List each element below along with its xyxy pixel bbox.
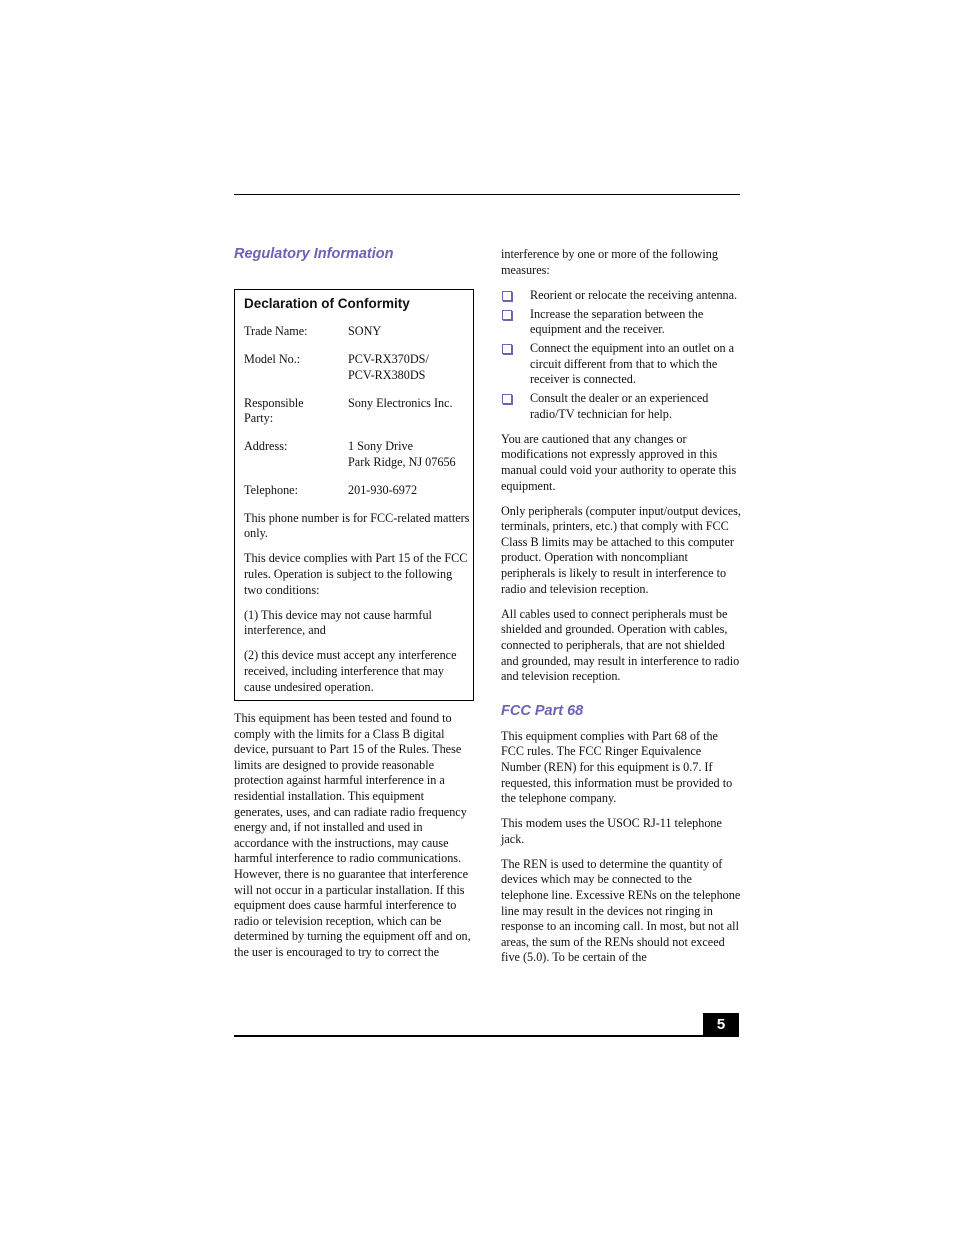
- field-label: Trade Name:: [244, 324, 308, 338]
- field-row-address: [244, 439, 473, 470]
- list-item: [501, 307, 741, 338]
- checkbox-bullet-icon: [502, 310, 512, 320]
- body-paragraph: Only peripherals (computer input/output devices, terminals, printers, etc.) that comply with FCC Class B limits may be attached to this computer product. Operation with noncompliant peripherals is likely to result in interference to radio and television reception.: [501, 503, 741, 596]
- field-value: SONY: [348, 324, 382, 338]
- declaration-fields: [244, 324, 473, 498]
- field-value: 201-930-6972: [348, 482, 418, 497]
- declaration-note: This device complies with Part 15 of the FCC rules. Operation is subject to the following two conditions:: [244, 551, 468, 597]
- footer-rule: [234, 1035, 739, 1037]
- declaration-note: (1) This device may not cause harmful interference, and: [244, 607, 432, 638]
- measures-intro: interference by one or more of the following measures:: [501, 247, 718, 277]
- body-paragraph: This equipment complies with Part 68 of the FCC rules. The FCC Ringer Equivalence Number (REN) for this equipment is 0.7. If requested, this information must be provided to the telephone company.: [501, 728, 733, 806]
- fcc-part15-paragraph: This equipment has been tested and found to comply with the limits for a Class B digital device, pursuant to Part 15 of the Rules. These limits are designed to provide reasonable protection against harmful interference in a residential installation. This equipment generates, uses, and can radiate radio frequency energy and, if not installed and used in accordance with the instructions, may cause harmful interference to radio communications. However, there is no guarantee that interference will not occur in a particular installation. If this equipment does cause harmful interference to radio or television reception, which can be determined by turning the equipment off and on, the user is encouraged to try to correct the: [234, 711, 471, 959]
- field-value: PCV-RX370DS/ PCV-RX380DS: [348, 351, 429, 382]
- body-paragraph: You are cautioned that any changes or modifications not expressly approved in this manual could void your authority to operate this equipment.: [501, 431, 737, 493]
- body-paragraph: All cables used to connect peripherals must be shielded and grounded. Operation with cables, connected to peripherals, that are not shielded and grounded, may result in interference to radio and television reception.: [501, 606, 740, 684]
- list-item-text: Reorient or relocate the receiving antenna.: [530, 287, 738, 302]
- list-item-text: Increase the separation between the equipment and the receiver.: [530, 306, 704, 337]
- body-paragraph: This modem uses the USOC RJ-11 telephone jack.: [501, 816, 722, 846]
- field-row-trade-name: [244, 324, 473, 340]
- page-number: 5: [703, 1013, 739, 1036]
- right-column: [501, 247, 741, 976]
- field-value: Sony Electronics Inc.: [348, 395, 453, 410]
- left-column: [234, 244, 474, 970]
- field-row-model-no: [244, 352, 473, 383]
- field-row-telephone: [244, 483, 473, 499]
- checkbox-bullet-icon: [502, 344, 512, 354]
- body-paragraph: The REN is used to determine the quantity of devices which may be connected to the telephone line. Excessive RENs on the telephone line may result in the devices not ringing in response to an incoming call. In most, but not all areas, the sum of the RENs should not exceed five (5.0). To be certain of the: [501, 856, 741, 965]
- list-item: [501, 341, 741, 388]
- field-value: 1 Sony Drive Park Ridge, NJ 07656: [348, 439, 456, 469]
- field-row-responsible-party: [244, 396, 473, 427]
- measures-list: [501, 288, 741, 423]
- list-item: [501, 288, 741, 304]
- list-item-text: Connect the equipment into an outlet on a circuit different from that to which the receiver is connected.: [530, 341, 735, 387]
- section-title-fcc-part-68: FCC Part 68: [501, 702, 584, 719]
- list-item-text: Consult the dealer or an experienced radio/TV technician for help.: [530, 391, 709, 421]
- section-title-regulatory: Regulatory Information: [234, 246, 394, 262]
- declaration-note: (2) this device must accept any interference received, including interference that may cause undesired operation.: [244, 648, 457, 694]
- field-label: Responsible Party:: [244, 395, 304, 426]
- checkbox-bullet-icon: [502, 394, 512, 404]
- field-label: Model No.:: [244, 351, 301, 366]
- list-item: [501, 391, 741, 422]
- declaration-note: This phone number is for FCC-related matters only.: [244, 510, 470, 541]
- field-label: Telephone:: [244, 482, 298, 497]
- header-rule: [234, 194, 740, 195]
- field-label: Address:: [244, 439, 288, 454]
- declaration-title: Declaration of Conformity: [244, 296, 410, 311]
- declaration-of-conformity-box: [234, 289, 474, 701]
- checkbox-bullet-icon: [502, 291, 512, 301]
